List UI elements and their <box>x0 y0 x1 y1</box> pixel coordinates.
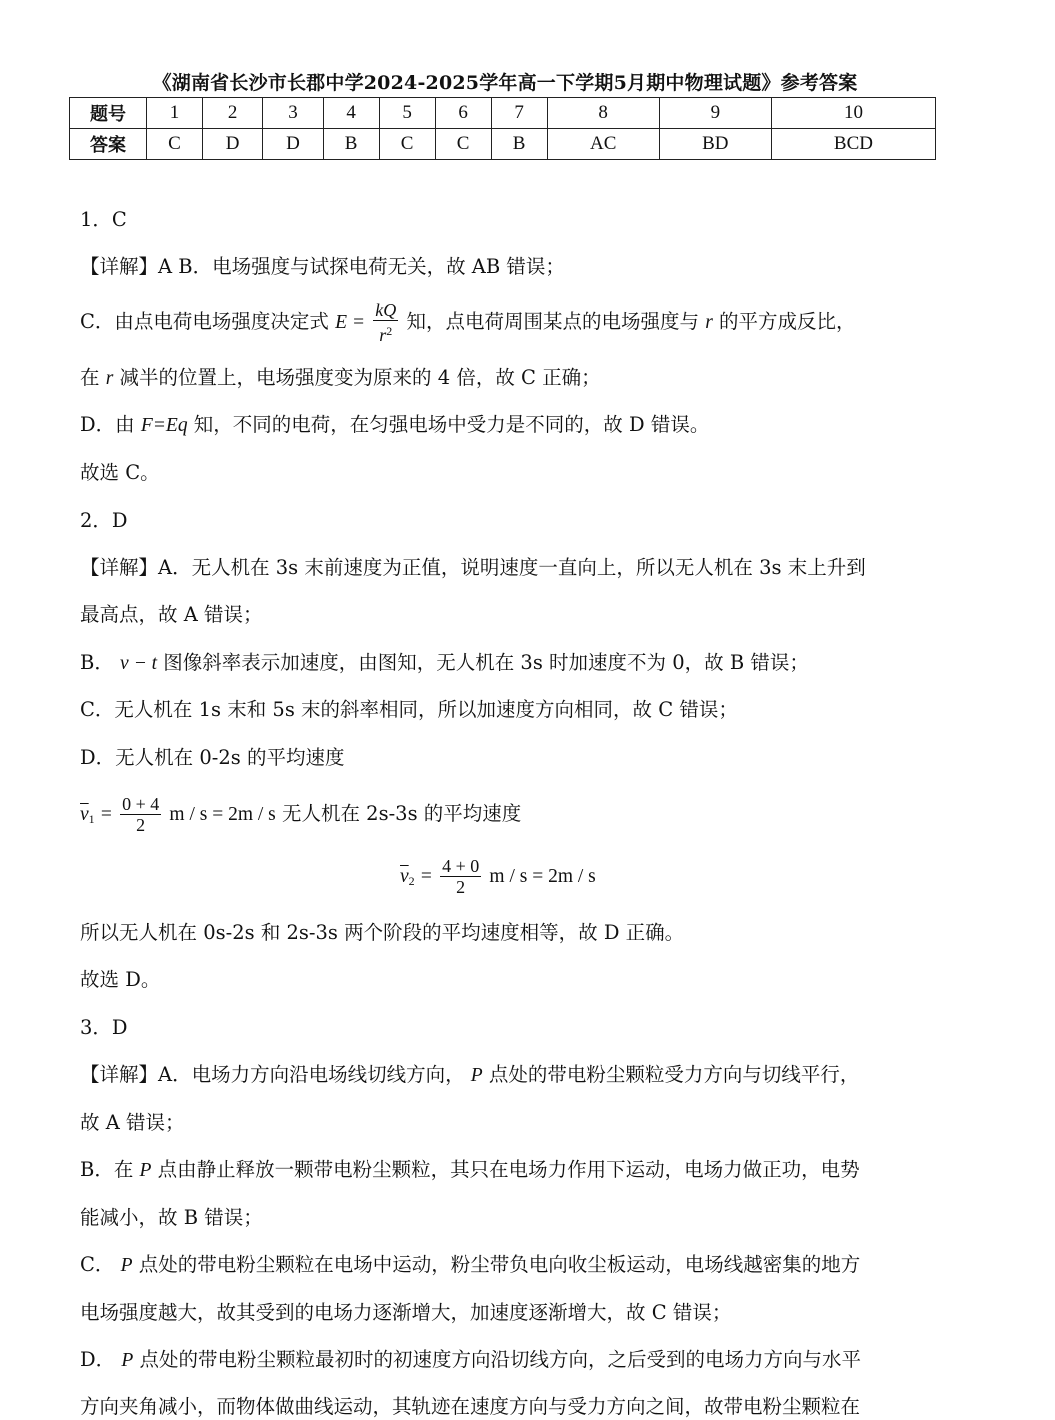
answer-cell: D <box>203 129 263 160</box>
point-p: P <box>470 1065 483 1086</box>
fraction-numerator: kQ <box>375 300 397 320</box>
subscript: 2 <box>408 874 415 888</box>
text-span: 点处的带电粉尘颗粒受力方向与切线平行， <box>488 1063 860 1086</box>
q3-explanation-line: 能减小，故 B 错误； <box>80 1206 263 1229</box>
q2-equation-2 <box>400 852 596 905</box>
text-span: B． <box>80 651 114 674</box>
question-number-header: 题号 <box>70 98 147 129</box>
question-number-cell: 4 <box>323 98 379 129</box>
answer-cell: C <box>147 129 203 160</box>
text-span: 知，不同的电荷，在匀强电场中受力是不同的，故 D 错误。 <box>193 413 710 436</box>
answer-cell: B <box>323 129 379 160</box>
q3-explanation-line: 方向夹角减小，而物体做曲线运动，其轨迹在速度方向与受力方向之间，故带电粉尘颗粒在 <box>80 1395 861 1418</box>
question-number-cell: 5 <box>379 98 435 129</box>
q1-explanation-line <box>80 412 709 439</box>
equals-sign: = <box>420 866 432 887</box>
answer-cell: D <box>263 129 323 160</box>
fraction-denominator <box>373 321 398 345</box>
exponent: 2 <box>386 324 393 338</box>
q2-explanation-line: C．无人机在 1s 末和 5s 末的斜率相同，所以加速度方向相同，故 C 错误； <box>80 698 738 721</box>
vt-graph-label: v − t <box>120 653 158 674</box>
question-number-cell: 7 <box>491 98 547 129</box>
q1-explanation-line: 【详解】A B．电场强度与试探电荷无关，故 AB 错误； <box>80 255 565 278</box>
text-span: 点处的带电粉尘颗粒在电场中运动，粉尘带负电向收尘板运动，电场线越密集的地方 <box>138 1253 861 1276</box>
equals-sign: = <box>100 804 112 825</box>
point-p: P <box>139 1160 152 1181</box>
subscript: 1 <box>88 812 95 826</box>
average-velocity-symbol <box>400 866 415 887</box>
answer-cell: C <box>379 129 435 160</box>
answer-table-answer-row <box>70 129 936 160</box>
answer-header: 答案 <box>70 129 147 160</box>
answer-cell: B <box>491 129 547 160</box>
q2-explanation-line: 所以无人机在 0s-2s 和 2s-3s 两个阶段的平均速度相等，故 D 正确。 <box>80 921 685 944</box>
text-span: B．在 <box>80 1158 134 1181</box>
equation-result: m / s = 2m / s <box>169 804 276 825</box>
q3-explanation-line <box>80 1062 859 1089</box>
q2-explanation-line: 【详解】A．无人机在 3s 末前速度为正值，说明速度一直向上，所以无人机在 3s 末上升到 <box>80 556 866 579</box>
question-number-cell: 3 <box>263 98 323 129</box>
velocity-fraction <box>440 856 481 897</box>
q2-conclusion: 故选 D。 <box>80 968 161 991</box>
question-number-cell: 1 <box>147 98 203 129</box>
q2-explanation-line: 最高点，故 A 错误； <box>80 603 263 626</box>
text-span: 在 <box>80 366 100 389</box>
q3-explanation-line <box>80 1157 860 1184</box>
answer-table <box>69 97 936 160</box>
text-span: 点由静止释放一颗带电粉尘颗粒，其只在电场力作用下运动，电场力做正功，电势 <box>157 1158 860 1181</box>
denominator-r: r <box>379 325 387 345</box>
text-span: 知，点电荷周围某点的电场强度与 <box>406 310 699 333</box>
v-bar: $\overline{v}$ <box>400 866 409 887</box>
variable-r: r <box>105 368 114 389</box>
q1-explanation-line <box>80 365 601 392</box>
question-number-cell: 8 <box>547 98 659 129</box>
q2-equation-1 <box>80 790 521 843</box>
q2-explanation-line <box>80 650 809 677</box>
velocity-fraction <box>120 794 161 835</box>
fraction-denominator: 2 <box>136 815 146 835</box>
fraction-numerator: 0 + 4 <box>122 794 160 814</box>
q3-explanation-line: 电场强度越大，故其受到的电场力逐渐增大，加速度逐渐增大，故 C 错误； <box>80 1301 732 1324</box>
v-bar: $\overline{v}$ <box>80 804 89 825</box>
equation-result: m / s = 2m / s <box>489 866 596 887</box>
question-number-cell: 10 <box>771 98 935 129</box>
answer-cell: C <box>435 129 491 160</box>
text-span: 【详解】A．电场力方向沿电场线切线方向， <box>80 1063 465 1086</box>
text-span: 图像斜率表示加速度，由图知，无人机在 3s 时加速度不为 0，故 B 错误； <box>163 651 809 674</box>
q2-explanation-line: D．无人机在 0-2s 的平均速度 <box>80 746 345 769</box>
q1-explanation-line <box>80 300 856 345</box>
answer-cell: AC <box>547 129 659 160</box>
fraction-denominator: 2 <box>456 877 466 897</box>
question-number-cell: 6 <box>435 98 491 129</box>
point-p: P <box>121 1350 134 1371</box>
q3-explanation-line: 故 A 错误； <box>80 1111 185 1134</box>
field-strength-fraction <box>373 300 398 345</box>
question-number-cell: 9 <box>659 98 771 129</box>
formula-lhs: E = <box>335 312 366 333</box>
text-span: C．由点电荷电场强度决定式 <box>80 310 329 333</box>
average-velocity-symbol <box>80 804 95 825</box>
text-span: 的平方成反比， <box>719 310 856 333</box>
fraction-numerator: 4 + 0 <box>442 856 480 876</box>
q1-conclusion: 故选 C。 <box>80 461 160 484</box>
question-number-cell: 2 <box>203 98 263 129</box>
answer-table-question-row <box>70 98 936 129</box>
q3-heading: 3．D <box>80 1016 128 1039</box>
formula-f-eq: F=Eq <box>140 415 188 436</box>
text-span: 减半的位置上，电场强度变为原来的 4 倍，故 C 正确； <box>119 366 601 389</box>
answer-cell: BD <box>659 129 771 160</box>
text-span: D．由 <box>80 413 135 436</box>
text-span: D． <box>80 1348 116 1371</box>
q1-heading: 1．C <box>80 208 127 231</box>
q2-heading: 2．D <box>80 509 128 532</box>
variable-r: r <box>705 312 713 333</box>
text-span: 无人机在 2s-3s 的平均速度 <box>281 802 522 825</box>
answer-cell: BCD <box>771 129 935 160</box>
document-title: 《湖南省长沙市长郡中学2024-2025学年高一下学期5月期中物理试题》参考答案 <box>152 72 858 94</box>
point-p: P <box>120 1255 133 1276</box>
text-span: C． <box>80 1253 115 1276</box>
q3-explanation-line <box>80 1252 860 1279</box>
text-span: 点处的带电粉尘颗粒最初时的初速度方向沿切线方向，之后受到的电场力方向与水平 <box>139 1348 861 1371</box>
q3-explanation-line <box>80 1347 861 1374</box>
